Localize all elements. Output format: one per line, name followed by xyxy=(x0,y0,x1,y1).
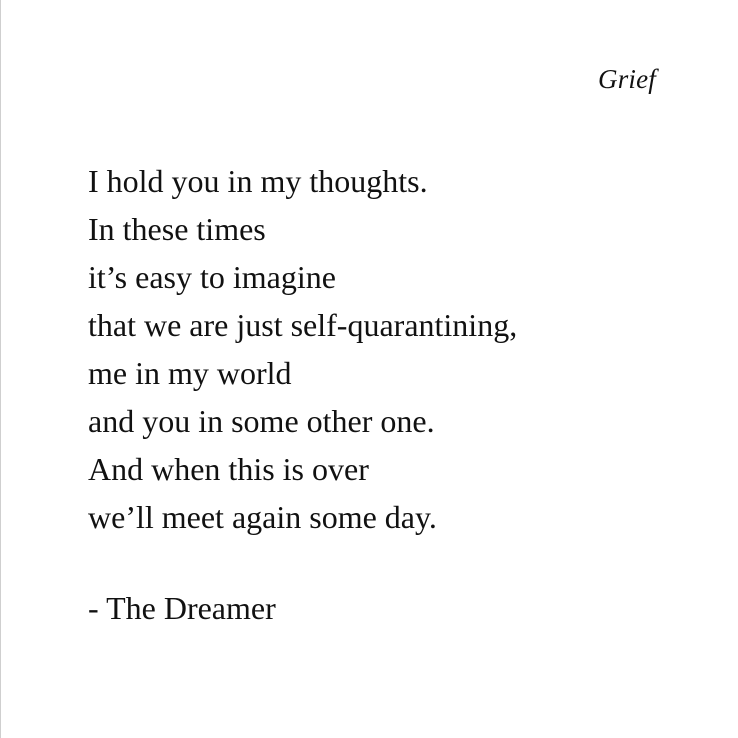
poem-signature: - The Dreamer xyxy=(88,590,276,626)
poem-line-7: And when this is over xyxy=(88,451,369,487)
poem-line-6: and you in some other one. xyxy=(88,403,435,439)
poem-body xyxy=(88,157,517,541)
poem-line-3: it’s easy to imagine xyxy=(88,259,336,295)
poem-title: Grief xyxy=(598,64,656,94)
poem-line-4: that we are just self-quarantining, xyxy=(88,307,518,343)
poem-line-2: In these times xyxy=(88,211,266,247)
poem-line-5: me in my world xyxy=(88,355,292,391)
poem-line-8: we’ll meet again some day. xyxy=(88,499,437,535)
poem-line-1: I hold you in my thoughts. xyxy=(88,163,428,199)
